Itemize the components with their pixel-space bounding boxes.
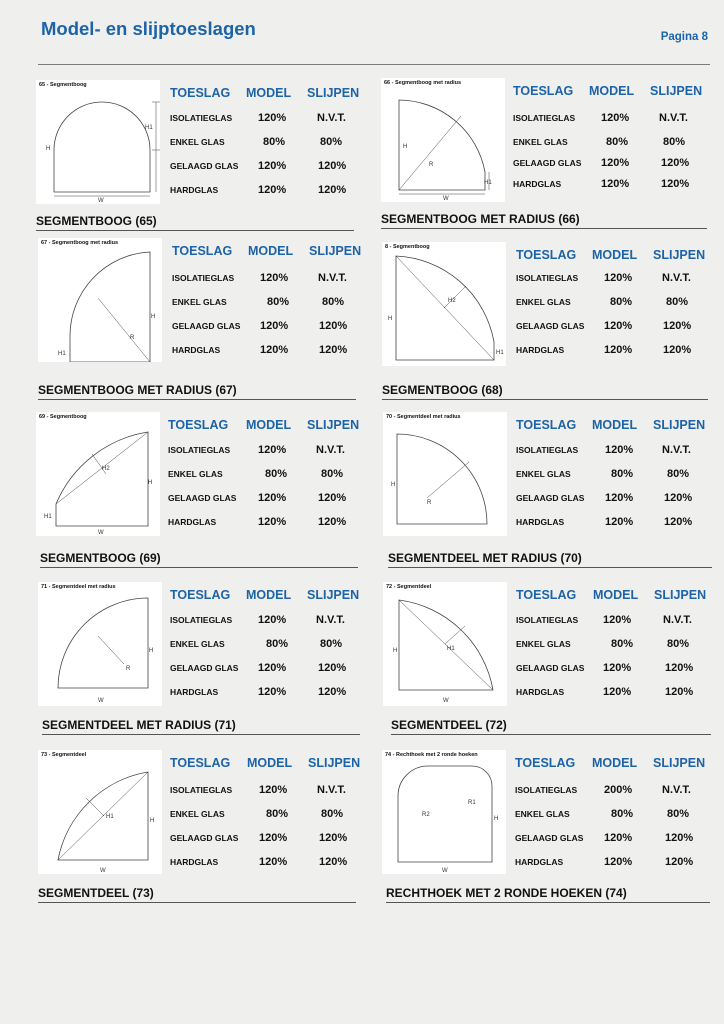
glass-type: ENKEL GLAS xyxy=(172,297,227,307)
glass-type: GELAAGD GLAS xyxy=(516,493,585,503)
svg-text:R: R xyxy=(126,666,131,672)
surcharge-table xyxy=(170,244,370,368)
model-value: 80% xyxy=(610,296,633,308)
slijpen-value: 80% xyxy=(667,468,690,480)
model-value: 120% xyxy=(259,832,288,844)
svg-text:H: H xyxy=(150,818,155,824)
table-row xyxy=(513,112,713,136)
surcharge-table xyxy=(168,418,368,540)
segmentdeel-met-radius-diagram xyxy=(38,582,162,706)
surcharge-table xyxy=(515,588,715,710)
table-row xyxy=(514,272,714,296)
slijpen-value: 120% xyxy=(318,686,347,698)
shape-title: SEGMENTDEEL MET RADIUS (71) xyxy=(42,718,360,735)
shape-thumbnail xyxy=(38,750,162,874)
table-row xyxy=(168,492,368,516)
table-row xyxy=(168,444,368,468)
shape-title: SEGMENTBOOG MET RADIUS (67) xyxy=(38,383,356,400)
slijpen-value: N.V.T. xyxy=(662,444,691,456)
model-value: 120% xyxy=(605,516,634,528)
svg-text:H: H xyxy=(403,144,408,150)
shape-title: SEGMENTBOOG (69) xyxy=(40,551,358,568)
slijpen-value: 120% xyxy=(319,344,348,356)
segmentdeel-met-radius-diagram xyxy=(383,412,507,536)
glass-type: ISOLATIEGLAS xyxy=(516,615,579,625)
slijpen-value: 120% xyxy=(319,832,348,844)
segmentboog-met-radius-diagram xyxy=(38,238,162,362)
model-value: 80% xyxy=(265,468,288,480)
glass-type: HARDGLAS xyxy=(516,517,565,527)
shape-thumbnail xyxy=(383,582,507,706)
shape-caption: 74 - Rechthoek met 2 ronde hoeken xyxy=(385,752,478,758)
shape-block-70 xyxy=(383,412,713,572)
model-value: 120% xyxy=(260,344,289,356)
slijpen-value: 120% xyxy=(318,516,347,528)
shape-block-67 xyxy=(38,238,368,398)
svg-text:H: H xyxy=(393,648,398,654)
glass-type: GELAAGD GLAS xyxy=(170,663,239,673)
page-title: Model- en slijptoeslagen xyxy=(41,18,256,39)
table-row xyxy=(170,856,370,880)
model-header: MODEL xyxy=(248,244,294,258)
slijpen-value: 120% xyxy=(665,686,694,698)
model-value: 120% xyxy=(260,272,289,284)
svg-text:H1: H1 xyxy=(145,125,153,131)
shape-title: RECHTHOEK MET 2 RONDE HOEKEN (74) xyxy=(386,886,710,903)
shape-thumbnail xyxy=(382,750,506,874)
slijpen-value: 80% xyxy=(321,808,344,820)
svg-text:H2: H2 xyxy=(448,298,456,304)
shape-title: SEGMENTBOOG (65) xyxy=(36,214,354,231)
toeslag-header: TOESLAG xyxy=(170,86,231,100)
slijpen-value: 120% xyxy=(318,160,347,172)
glass-type: HARDGLAS xyxy=(172,345,221,355)
model-value: 80% xyxy=(611,468,634,480)
table-row xyxy=(170,686,370,710)
svg-text:H: H xyxy=(391,482,396,488)
glass-type: ISOLATIEGLAS xyxy=(170,113,233,123)
model-value: 120% xyxy=(603,686,632,698)
shape-block-68 xyxy=(382,242,712,402)
model-value: 120% xyxy=(258,184,287,196)
segmentdeel-diagram xyxy=(38,750,162,874)
toeslag-header: TOESLAG xyxy=(516,588,577,602)
shape-title: SEGMENTBOOG MET RADIUS (66) xyxy=(381,212,707,229)
model-header: MODEL xyxy=(592,418,638,432)
slijpen-value: 120% xyxy=(664,492,693,504)
svg-text:H: H xyxy=(148,480,153,486)
model-value: 120% xyxy=(605,444,634,456)
model-value: 120% xyxy=(601,112,630,124)
segmentdeel-diagram xyxy=(383,582,507,706)
glass-type: HARDGLAS xyxy=(513,179,562,189)
model-value: 120% xyxy=(258,160,287,172)
slijpen-value: 120% xyxy=(661,157,690,169)
model-value: 120% xyxy=(604,344,633,356)
glass-type: ENKEL GLAS xyxy=(513,137,568,147)
svg-text:H: H xyxy=(388,316,393,322)
model-header: MODEL xyxy=(593,588,639,602)
slijpen-value: 80% xyxy=(322,296,345,308)
svg-text:H1: H1 xyxy=(44,514,52,520)
glass-type: ISOLATIEGLAS xyxy=(170,615,233,625)
shape-title: SEGMENTDEEL (73) xyxy=(38,886,356,903)
slijpen-value: N.V.T. xyxy=(316,444,345,456)
slijpen-value: 120% xyxy=(663,320,692,332)
model-value: 120% xyxy=(604,832,633,844)
slijpen-value: 80% xyxy=(320,638,343,650)
svg-text:W: W xyxy=(98,698,104,704)
shape-caption: 70 - Segmentdeel met radius xyxy=(386,414,461,420)
table-row xyxy=(170,638,370,662)
shape-block-66 xyxy=(381,78,711,238)
svg-text:W: W xyxy=(443,698,449,704)
slijpen-value: N.V.T. xyxy=(318,272,347,284)
slijpen-value: 80% xyxy=(663,136,686,148)
table-row xyxy=(514,344,714,368)
table-row xyxy=(513,157,713,178)
shape-block-72 xyxy=(383,582,713,742)
table-row xyxy=(170,808,370,832)
model-header: MODEL xyxy=(246,418,292,432)
slijpen-value: N.V.T. xyxy=(317,112,346,124)
surcharge-table xyxy=(513,84,713,202)
slijpen-value: 120% xyxy=(318,184,347,196)
model-value: 120% xyxy=(258,614,287,626)
glass-type: GELAAGD GLAS xyxy=(513,158,582,168)
table-row xyxy=(515,638,715,662)
glass-type: ENKEL GLAS xyxy=(515,809,570,819)
table-row xyxy=(168,516,368,540)
shape-caption: 73 - Segmentdeel xyxy=(41,752,87,758)
shape-title: SEGMENTDEEL MET RADIUS (70) xyxy=(388,551,712,568)
slijpen-value: N.V.T. xyxy=(316,614,345,626)
glass-type: ISOLATIEGLAS xyxy=(516,273,579,283)
svg-text:W: W xyxy=(98,198,104,204)
glass-type: HARDGLAS xyxy=(515,857,564,867)
table-row xyxy=(514,808,714,832)
table-row xyxy=(168,184,368,208)
shape-thumbnail xyxy=(38,582,162,706)
table-row xyxy=(514,856,714,880)
table-row xyxy=(515,468,715,492)
slijpen-value: N.V.T. xyxy=(662,784,691,796)
glass-type: HARDGLAS xyxy=(170,687,219,697)
slijpen-header: SLIJPEN xyxy=(653,418,706,432)
table-row xyxy=(515,662,715,686)
table-row xyxy=(514,320,714,344)
glass-type: ENKEL GLAS xyxy=(170,137,225,147)
surcharge-table xyxy=(515,418,715,540)
model-header: MODEL xyxy=(589,84,635,98)
model-value: 80% xyxy=(266,638,289,650)
segmentboog-diagram xyxy=(382,242,506,366)
table-row xyxy=(515,444,715,468)
surcharge-table xyxy=(168,86,368,208)
svg-text:H: H xyxy=(149,648,154,654)
rechthoek-met-2-ronde-hoeken-diagram xyxy=(382,750,506,874)
shape-block-73 xyxy=(38,750,368,910)
toeslag-header: TOESLAG xyxy=(172,244,233,258)
shape-title: SEGMENTDEEL (72) xyxy=(391,718,711,735)
svg-text:H: H xyxy=(46,146,51,152)
surcharge-table xyxy=(514,248,714,368)
svg-text:H1: H1 xyxy=(496,350,504,356)
toeslag-header: TOESLAG xyxy=(515,756,576,770)
glass-type: GELAAGD GLAS xyxy=(516,321,585,331)
glass-type: ISOLATIEGLAS xyxy=(515,785,578,795)
slijpen-header: SLIJPEN xyxy=(653,756,706,770)
slijpen-header: SLIJPEN xyxy=(654,588,707,602)
svg-text:W: W xyxy=(100,868,106,874)
glass-type: ENKEL GLAS xyxy=(516,297,571,307)
slijpen-value: 120% xyxy=(319,320,348,332)
glass-type: GELAAGD GLAS xyxy=(170,161,239,171)
slijpen-value: 80% xyxy=(666,296,689,308)
glass-type: GELAAGD GLAS xyxy=(172,321,241,331)
toeslag-header: TOESLAG xyxy=(170,756,231,770)
table-row xyxy=(170,320,370,344)
model-value: 120% xyxy=(258,112,287,124)
glass-type: ISOLATIEGLAS xyxy=(513,113,576,123)
table-row xyxy=(514,832,714,856)
svg-text:W: W xyxy=(442,868,448,874)
svg-text:R: R xyxy=(427,500,432,506)
shape-block-74 xyxy=(382,750,712,910)
glass-type: HARDGLAS xyxy=(168,517,217,527)
model-value: 120% xyxy=(603,662,632,674)
slijpen-value: 120% xyxy=(665,662,694,674)
table-row xyxy=(513,136,713,157)
shape-block-65 xyxy=(36,80,366,240)
model-value: 120% xyxy=(258,686,287,698)
model-value: 120% xyxy=(605,492,634,504)
slijpen-header: SLIJPEN xyxy=(307,418,360,432)
svg-text:R2: R2 xyxy=(422,812,430,818)
table-row xyxy=(515,686,715,710)
shape-thumbnail xyxy=(36,412,160,536)
model-header: MODEL xyxy=(592,756,638,770)
segmentboog-diagram xyxy=(36,412,160,536)
model-value: 120% xyxy=(604,320,633,332)
slijpen-header: SLIJPEN xyxy=(650,84,703,98)
shape-thumbnail xyxy=(383,412,507,536)
toeslag-header: TOESLAG xyxy=(516,248,577,262)
slijpen-value: 120% xyxy=(663,344,692,356)
slijpen-value: 80% xyxy=(320,136,343,148)
toeslag-header: TOESLAG xyxy=(168,418,229,432)
model-value: 120% xyxy=(258,516,287,528)
slijpen-value: N.V.T. xyxy=(659,112,688,124)
table-row xyxy=(515,614,715,638)
model-value: 120% xyxy=(260,320,289,332)
glass-type: ENKEL GLAS xyxy=(516,639,571,649)
glass-type: HARDGLAS xyxy=(516,687,565,697)
model-value: 120% xyxy=(258,444,287,456)
slijpen-header: SLIJPEN xyxy=(307,588,360,602)
glass-type: ISOLATIEGLAS xyxy=(172,273,235,283)
model-value: 80% xyxy=(606,136,629,148)
table-row xyxy=(168,160,368,184)
glass-type: HARDGLAS xyxy=(516,345,565,355)
svg-text:R: R xyxy=(130,335,135,341)
slijpen-value: 120% xyxy=(665,832,694,844)
page-number: Pagina 8 xyxy=(660,31,708,43)
surcharge-table xyxy=(514,756,714,880)
svg-text:H: H xyxy=(494,816,499,822)
model-value: 120% xyxy=(601,178,630,190)
shape-block-69 xyxy=(36,412,366,572)
slijpen-value: 120% xyxy=(664,516,693,528)
svg-text:R1: R1 xyxy=(468,800,476,806)
table-row xyxy=(515,516,715,540)
model-header: MODEL xyxy=(246,588,292,602)
segmentboog-met-radius-diagram xyxy=(381,78,505,202)
glass-type: HARDGLAS xyxy=(170,857,219,867)
header-divider xyxy=(38,64,710,65)
table-row xyxy=(170,296,370,320)
segmentboog-diagram xyxy=(36,80,160,204)
slijpen-value: 80% xyxy=(321,468,344,480)
toeslag-header: TOESLAG xyxy=(170,588,231,602)
svg-text:W: W xyxy=(443,196,449,202)
table-row xyxy=(513,178,713,202)
shape-caption: 69 - Segmentboog xyxy=(39,414,87,420)
model-header: MODEL xyxy=(247,756,293,770)
slijpen-value: 120% xyxy=(665,856,694,868)
glass-type: ENKEL GLAS xyxy=(516,469,571,479)
model-value: 120% xyxy=(604,856,633,868)
model-value: 120% xyxy=(259,856,288,868)
svg-text:H1: H1 xyxy=(106,814,114,820)
shape-thumbnail xyxy=(36,80,160,204)
slijpen-value: 120% xyxy=(319,856,348,868)
slijpen-value: 80% xyxy=(667,638,690,650)
shape-caption: 66 - Segmentboog met radius xyxy=(384,80,462,86)
surcharge-table xyxy=(170,756,370,880)
shape-thumbnail xyxy=(38,238,162,362)
model-value: 120% xyxy=(601,157,630,169)
table-row xyxy=(170,784,370,808)
slijpen-value: 80% xyxy=(667,808,690,820)
toeslag-header: TOESLAG xyxy=(513,84,574,98)
table-row xyxy=(168,136,368,160)
shape-caption: 67 - Segmentboog met radius xyxy=(41,240,119,246)
slijpen-header: SLIJPEN xyxy=(308,756,361,770)
svg-text:W: W xyxy=(98,530,104,536)
model-value: 80% xyxy=(263,136,286,148)
svg-text:H2: H2 xyxy=(102,466,110,472)
shape-thumbnail xyxy=(382,242,506,366)
shape-block-71 xyxy=(38,582,368,742)
svg-text:H: H xyxy=(151,314,156,320)
glass-type: GELAAGD GLAS xyxy=(170,833,239,843)
table-row xyxy=(170,272,370,296)
model-value: 200% xyxy=(604,784,633,796)
table-row xyxy=(168,112,368,136)
table-row xyxy=(514,784,714,808)
model-value: 120% xyxy=(603,614,632,626)
table-row xyxy=(170,662,370,686)
model-header: MODEL xyxy=(592,248,638,262)
model-value: 80% xyxy=(611,808,634,820)
table-row xyxy=(170,614,370,638)
svg-text:H1: H1 xyxy=(447,646,455,652)
model-value: 80% xyxy=(611,638,634,650)
glass-type: ISOLATIEGLAS xyxy=(170,785,233,795)
toeslag-header: TOESLAG xyxy=(516,418,577,432)
shape-caption: 72 - Segmentdeel xyxy=(386,584,432,590)
slijpen-value: N.V.T. xyxy=(662,272,691,284)
glass-type: ENKEL GLAS xyxy=(170,809,225,819)
shape-caption: 65 - Segmentboog xyxy=(39,82,87,88)
table-row xyxy=(514,296,714,320)
surcharge-table xyxy=(170,588,370,710)
glass-type: HARDGLAS xyxy=(170,185,219,195)
glass-type: ENKEL GLAS xyxy=(170,639,225,649)
glass-type: ISOLATIEGLAS xyxy=(516,445,579,455)
glass-type: ISOLATIEGLAS xyxy=(168,445,231,455)
svg-text:H1: H1 xyxy=(58,351,66,357)
model-value: 120% xyxy=(258,662,287,674)
slijpen-value: 120% xyxy=(661,178,690,190)
shape-thumbnail xyxy=(381,78,505,202)
shape-title: SEGMENTBOOG (68) xyxy=(382,383,708,400)
model-value: 80% xyxy=(266,808,289,820)
glass-type: GELAAGD GLAS xyxy=(516,663,585,673)
svg-text:H1: H1 xyxy=(484,180,492,186)
shape-caption: 71 - Segmentdeel met radius xyxy=(41,584,116,590)
slijpen-header: SLIJPEN xyxy=(653,248,706,262)
table-row xyxy=(170,832,370,856)
glass-type: ENKEL GLAS xyxy=(168,469,223,479)
model-value: 120% xyxy=(259,784,288,796)
slijpen-value: N.V.T. xyxy=(317,784,346,796)
svg-text:R: R xyxy=(429,162,434,168)
slijpen-header: SLIJPEN xyxy=(307,86,360,100)
slijpen-value: N.V.T. xyxy=(663,614,692,626)
model-value: 80% xyxy=(267,296,290,308)
slijpen-value: 120% xyxy=(318,662,347,674)
model-value: 120% xyxy=(258,492,287,504)
table-row xyxy=(170,344,370,368)
model-header: MODEL xyxy=(246,86,292,100)
shape-caption: 8 - Segmentboog xyxy=(385,244,430,250)
glass-type: GELAAGD GLAS xyxy=(515,833,584,843)
model-value: 120% xyxy=(604,272,633,284)
slijpen-value: 120% xyxy=(318,492,347,504)
slijpen-header: SLIJPEN xyxy=(309,244,362,258)
glass-type: GELAAGD GLAS xyxy=(168,493,237,503)
table-row xyxy=(168,468,368,492)
table-row xyxy=(515,492,715,516)
